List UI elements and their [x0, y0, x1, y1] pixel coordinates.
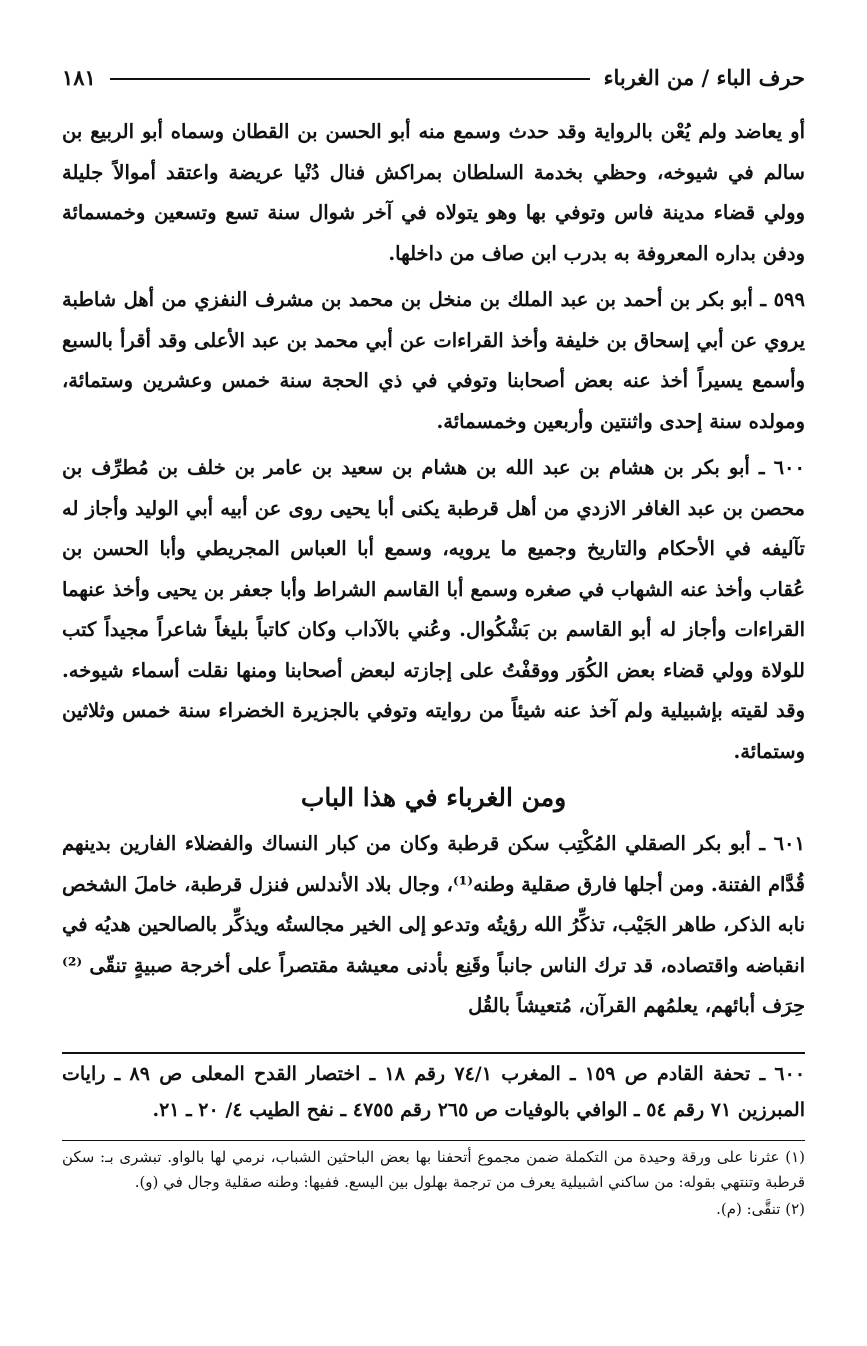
page-number: ١٨١	[62, 64, 96, 90]
page-header	[62, 58, 805, 96]
footnote-1: (١) عثرنا على ورقة وحيدة من التكملة ضمن مجموع أتحفنا بها بعض الباحثين الشباب، نرمي لها بالواو. تبشرى بـ: سكن قرطبة وتنتهي بقوله: من ساكني اشبيلية يعرف من ترجمة بهلول بين اليسع. ففيها: وطنه صقلية وجال في (و).	[62, 1148, 805, 1191]
entry-600: ٦٠٠ ـ أبو بكر بن هشام بن عبد الله بن هشام بن سعيد بن عامر بن خلف بن مُطرِّف بن محصن بن عبد الغافر الازدي من أهل قرطبة يكنى أبا يحيى روى عن أبيه أبي الوليد وأجاز له تآليفه في الأحكام والتاريخ وجميع ما يرويه، وسمع أبا العباس المجريطي وأبا الحسن بن عُقاب وأخذ عنه الشهاب في صغره وسمع أبا القاسم الشراط وأبا جعفر بن يحيى وأخذ عنهما القراءات وأجاز له أبو القاسم بن بَشْكُوال. وعُني بالآداب وكان كاتباً بليغاً شاعراً مجيداً كتب للولاة وولي قضاء بعض الكُوَر ووقفْتُ على إجازته لبعض أصحابنا ومنها نقلت أسماء شيوخه. وقد لقيته بإشبيلية ولم آخذ عنه شيئاً من روايته وتوفي بالجزيرة الخضراء سنة خمس وثلاثين وستمائة.	[62, 456, 805, 763]
section-heading: ومن الغرباء في هذا الباب	[300, 783, 567, 812]
header-rule	[110, 78, 590, 80]
entry-599: ٥٩٩ ـ أبو بكر بن أحمد بن عبد الملك بن منخل بن محمد بن مشرف النفزي من أهل شاطبة يروي عن أبي إسحاق بن خليفة وأخذ القراءات عن أبي محمد بن عبد الأعلى وقد أقرأ بالسبع وأسمع يسيراً أخذ عنه بعض أصحابنا وتوفي في ذي الحجة سنة خمس وعشرين وستمائة، ومولده سنة إحدى واثنتين وأربعين وخمسمائة.	[62, 288, 805, 433]
references-block: ٦٠٠ ـ تحفة القادم ص ١٥٩ ـ المغرب ٧٤/١ رقم ١٨ ـ اختصار القدح المعلى ص ٨٩ ـ رايات المبرزين ٧١ رقم ٥٤ ـ الوافي بالوفيات ص ٢٦٥ رقم ٤٧٥٥ ـ نفح الطيب ٤/ ٢٠ ـ ٢١.	[62, 1052, 805, 1128]
running-title: حرف الباء / من الغرباء	[603, 64, 805, 90]
main-text	[62, 112, 805, 1033]
paragraph-continuation: أو يعاضد ولم يُعْن بالرواية وقد حدث وسمع منه أبو الحسن بن القطان وسماه أبو الربيع بن سالم في شيوخه، وحظي بخدمة السلطان بمراكش فنال دُنْيا عريضة واعتقد أموالاً جليلة وولي قضاء مدينة فاس وتوفي بها وهو يتولاه في آخر شوال سنة تسع وتسعين وخمسمائة ودفن بداره المعروفة به بدرب ابن صاف من داخلها.	[62, 120, 805, 265]
entry-601: ٦٠١ ـ أبو بكر الصقلي المُكْتِب سكن قرطبة وكان من كبار النساك والفضلاء الفارين بدينهم قُدَّام الفتنة. ومن أجلها فارق صقلية وطنه⁽¹⁾، وجال بلاد الأندلس فنزل قرطبة، خاملَ الشخص نابه الذكر، طاهر الجَيْب، تذكِّرُ الله رؤيتُه وتدعو إلى الخير مجالستُه ويذكِّر بالصالحين هديُه في انقباضه واقتصاده، قد ترك الناس جانباً وقَنِع بأدنى معيشة مقتصراً على أخرجة صبيةٍ تنقّى ⁽²⁾ حِرَف أبائهم، يعلمُهم القرآن، مُتعيشاً بالقُل	[61, 832, 805, 1017]
footnotes	[62, 1140, 805, 1224]
footnote-2: (٢) تنقَّى: (م).	[716, 1200, 805, 1218]
